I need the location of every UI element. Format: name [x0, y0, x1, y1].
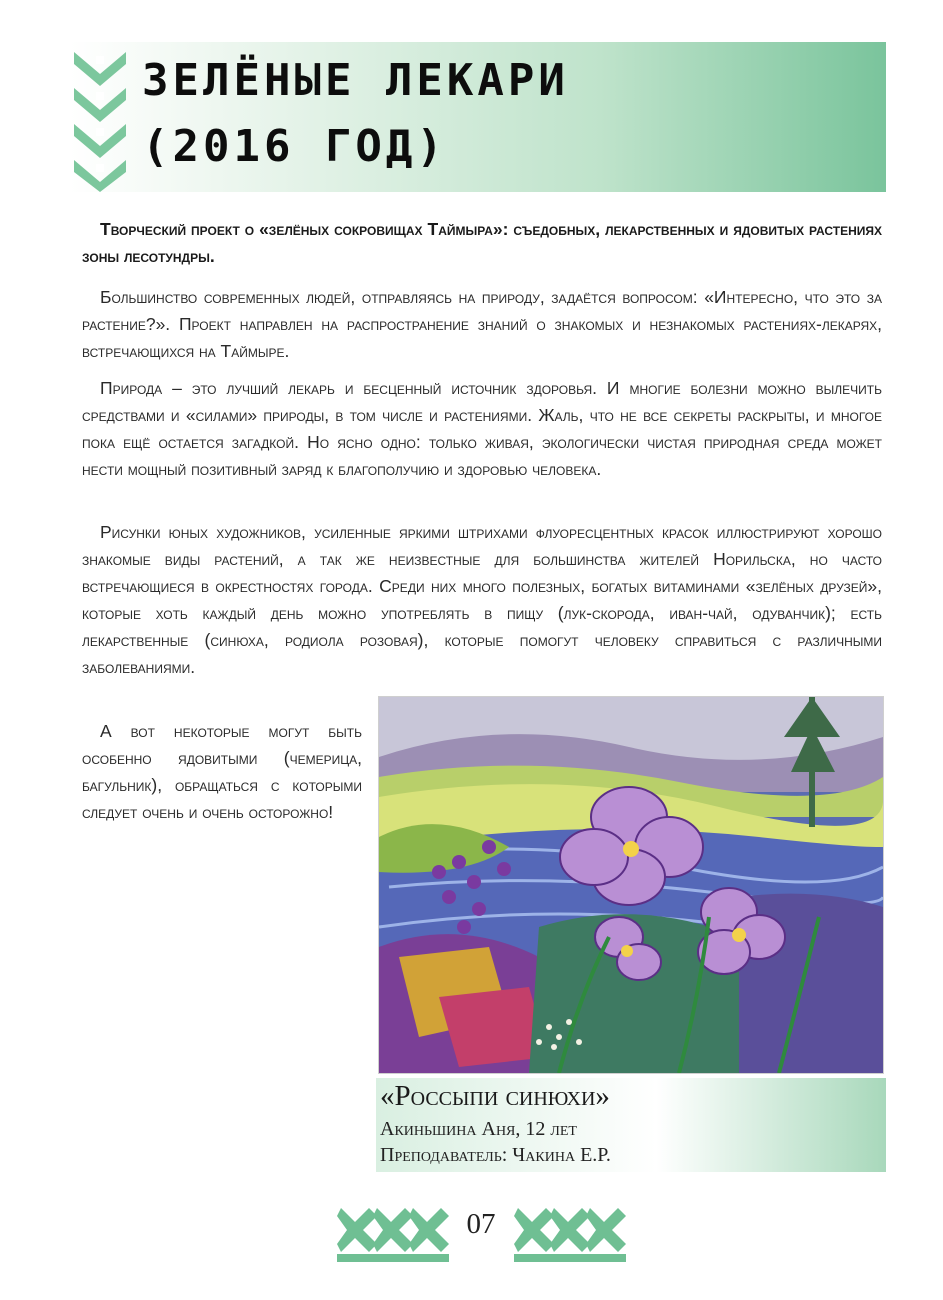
- paragraph-3: Рисунки юных художников, усиленные яркими штрихами флуоресцентных красок иллюстрируют хорошо знакомые виды растений, а так же неизвестные для большинства жителей Норильска, но часто встречающиеся в окрестностях города. Среди них много полезных, богатых витаминами «зелёных друзей», которые хоть каждый день можно употреблять в пищу (лук-скорода, иван-чай, одуванчик); есть лекарственные (синюха, родиола розовая), которые помогут человеку справиться с различными заболеваниями.: [82, 522, 882, 677]
- paragraph-1: Большинство современных людей, отправляясь на природу, задаётся вопросом: «Интересно, что это за растение?». Проект направлен на распространение знаний о знакомых и незнакомых растениях-лекарях, встречающихся на Таймыре.: [82, 287, 882, 361]
- intro-paragraph: Творческий проект о «зелёных сокровищах Таймыра»: съедобных, лекарственных и ядовитых растениях зоны лесотундры.: [82, 219, 882, 266]
- footer-ornament-right-icon: [514, 1200, 626, 1262]
- paragraph-4: А вот некоторые могут быть особенно ядовитыми (чемерица, багульник), обращаться с которыми следует очень и очень осторожно!: [82, 721, 362, 822]
- paragraph-2: Природа – это лучший лекарь и бесценный источник здоровья. И многие болезни можно вылечить средствами и «силами» природы, в том числе и растениями. Жаль, что не все секреты раскрыты, и многое пока ещё остается загадкой. Но ясно одно: только живая, экологически чистая природная среда может нести мощный позитивный заряд к благополучию и здоровью человека.: [82, 378, 882, 479]
- page-number: 07: [466, 1208, 496, 1240]
- artwork-author: Акиньшина Аня, 12 лет: [380, 1118, 577, 1140]
- page-title: [142, 48, 569, 180]
- artwork-title: «Россыпи синюхи»: [380, 1080, 610, 1112]
- title-line-1: ЗЕЛЁНЫЕ ЛЕКАРИ: [142, 55, 569, 106]
- green-ornament-icon: [70, 42, 130, 192]
- footer-ornament-left-icon: [337, 1200, 449, 1262]
- artwork-teacher: Преподаватель: Чакина Е.Р.: [380, 1144, 611, 1166]
- painting-image: [378, 696, 884, 1074]
- painting-illustration: [379, 697, 883, 1073]
- title-line-2: (2016 ГОД): [142, 121, 447, 172]
